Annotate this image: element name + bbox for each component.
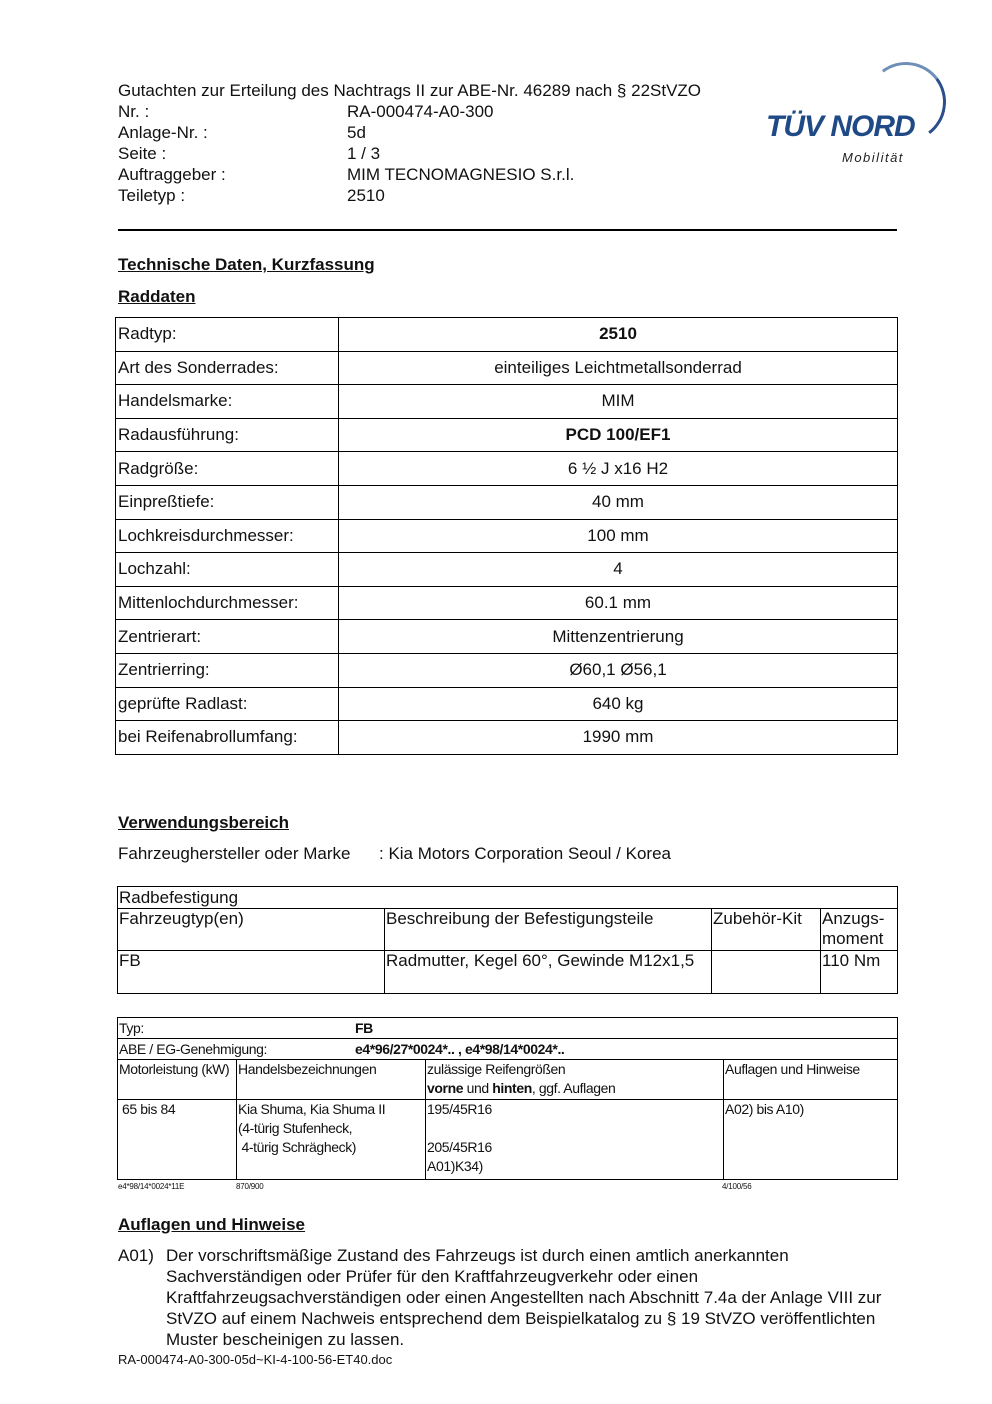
table-key: Mittenlochdurchmesser: [116, 586, 339, 620]
table-row [116, 721, 898, 755]
table-key: Radtyp: [116, 318, 339, 352]
table-row [116, 586, 898, 620]
section-subtitle: Raddaten [118, 287, 196, 306]
table-header: Zubehör-Kit [712, 909, 821, 951]
document-header [118, 80, 701, 206]
footer-filename: RA-000474-A0-300-05d~KI-4-100-56-ET40.doc [118, 1352, 393, 1367]
fixing-title: Radbefestigung [118, 887, 898, 909]
table-row [116, 620, 898, 654]
header-value: 2510 [347, 186, 385, 205]
table-row [116, 452, 898, 486]
header-row-seite [118, 143, 701, 164]
header-value: MIM TECNOMAGNESIO S.r.l. [347, 165, 575, 184]
table-cell: Radmutter, Kegel 60°, Gewinde M12x1,5 [385, 951, 712, 994]
table-row [116, 519, 898, 553]
table-key: Handelsmarke: [116, 385, 339, 419]
tyre-notes: A01)K34) [427, 1158, 483, 1174]
table-key: geprüfte Radlast: [116, 687, 339, 721]
table-key: Radgröße: [116, 452, 339, 486]
logo-subtitle: Mobilität [842, 150, 904, 165]
table-row [116, 553, 898, 587]
table-row [118, 1100, 898, 1180]
trade-line: 4-türig Schrägheck) [238, 1139, 357, 1155]
abe-label: ABE / EG-Genehmigung: [119, 1041, 268, 1057]
table-value: Ø60,1 Ø56,1 [339, 653, 898, 687]
fixing-table [117, 886, 898, 994]
usage-label: Fahrzeughersteller oder Marke [118, 844, 351, 863]
small-print: e4*98/14*0024*11E [118, 1182, 185, 1191]
table-cell [712, 951, 821, 994]
tyre-size: 205/45R16 [427, 1139, 492, 1155]
table-key: bei Reifenabrollumfang: [116, 721, 339, 755]
table-row [116, 418, 898, 452]
table-row [118, 951, 898, 994]
abe-value: e4*96/27*0024*.. , e4*98/14*0024*.. [355, 1041, 565, 1057]
trade-line: (4-türig Stufenheck, [238, 1120, 353, 1136]
header-label: Seite : [118, 144, 167, 163]
typ-label: Typ: [119, 1020, 144, 1036]
table-row [116, 385, 898, 419]
note-text: Der vorschriftsmäßige Zustand des Fahrzeugs ist durch einen amtlich anerkannten Sachverständigen oder Prüfer für den Kraftfahrzeugverkehr oder einen Kraftfahrzeugsachverständigen oder einen Angestellten nach Abschnitt 7.4a der Anlage VIII zur StVZO auf einem Nachweis entsprechend dem Beispielkatalog zu § 19 StVZO veröffentlichten Muster bescheinigen zu lassen. [166, 1246, 882, 1349]
table-cell: A02) bis A10) [724, 1100, 898, 1180]
table-header: Fahrzeugtyp(en) [118, 909, 385, 951]
header-value: RA-000474-A0-300 [347, 102, 494, 121]
table-header: Auflagen und Hinweise [724, 1060, 898, 1100]
table-key: Zentrierring: [116, 653, 339, 687]
table-value: Mittenzentrierung [339, 620, 898, 654]
tyre-header-line: zulässige Reifengrößen [427, 1061, 566, 1077]
header-value: 1 / 3 [347, 144, 381, 163]
table-row [118, 909, 898, 951]
table-value: 6 ½ J x16 H2 [339, 452, 898, 486]
table-value: 40 mm [339, 485, 898, 519]
table-row [118, 887, 898, 909]
small-print: 4/100/56 [722, 1182, 752, 1191]
header-row-nr [118, 101, 701, 122]
table-header [426, 1060, 724, 1100]
table-row [118, 1018, 898, 1039]
tyre-header-and: und [463, 1080, 493, 1096]
table-value: einteiliges Leichtmetallsonderrad [339, 351, 898, 385]
note-code: A01) [118, 1246, 154, 1265]
table-key: Zentrierart: [116, 620, 339, 654]
table-row [116, 653, 898, 687]
notes-title: Auflagen und Hinweise [118, 1215, 306, 1234]
table-cell [426, 1100, 724, 1180]
table-row [116, 485, 898, 519]
section-title: Technische Daten, Kurzfassung [118, 255, 375, 274]
table-value: 2510 [339, 318, 898, 352]
header-row-auftraggeber [118, 164, 701, 185]
usage-value: : Kia Motors Corporation Seoul / Korea [379, 844, 671, 863]
document-title: Gutachten zur Erteilung des Nachtrags II zur ABE-Nr. 46289 nach § 22StVZO [118, 81, 702, 100]
table-header: Motorleistung (kW) [118, 1060, 237, 1100]
header-divider [118, 229, 897, 231]
table-row [116, 351, 898, 385]
table-row [118, 1039, 898, 1060]
table-cell: 65 bis 84 [118, 1100, 237, 1180]
header-row-teiletyp [118, 185, 701, 206]
header-value: 5d [347, 123, 366, 142]
table-value: 60.1 mm [339, 586, 898, 620]
table-row [116, 318, 898, 352]
tyre-header-rear: hinten [492, 1080, 532, 1096]
table-row [118, 1060, 898, 1100]
small-print: 870/900 [236, 1182, 264, 1191]
vehicle-type-table [117, 1017, 898, 1180]
table-key: Einpreßtiefe: [116, 485, 339, 519]
table-value: 640 kg [339, 687, 898, 721]
table-value: PCD 100/EF1 [339, 418, 898, 452]
table-key: Art des Sonderrades: [116, 351, 339, 385]
header-label: Nr. : [118, 102, 150, 121]
header-label: Teiletyp : [118, 186, 186, 205]
table-header: Handelsbezeichnungen [237, 1060, 426, 1100]
table-value: MIM [339, 385, 898, 419]
table-header: Beschreibung der Befestigungsteile [385, 909, 712, 951]
trade-line: Kia Shuma, Kia Shuma II [238, 1101, 386, 1117]
table-value: 1990 mm [339, 721, 898, 755]
table-header: Anzugs-moment [821, 909, 898, 951]
notes-item [118, 1245, 898, 1350]
typ-value: FB [355, 1020, 373, 1036]
table-cell [237, 1100, 426, 1180]
header-label: Auftraggeber : [118, 165, 226, 184]
table-cell: 110 Nm [821, 951, 898, 994]
table-key: Lochzahl: [116, 553, 339, 587]
table-key: Lochkreisdurchmesser: [116, 519, 339, 553]
tyre-size: 195/45R16 [427, 1101, 492, 1117]
table-row [116, 687, 898, 721]
table-value: 100 mm [339, 519, 898, 553]
usage-title: Verwendungsbereich [118, 813, 289, 832]
logo-brand: TÜV NORD [766, 110, 915, 143]
table-cell: FB [118, 951, 385, 994]
table-key: Radausführung: [116, 418, 339, 452]
wheel-data-table [115, 317, 898, 755]
table-value: 4 [339, 553, 898, 587]
tyre-header-front: vorne [427, 1080, 464, 1096]
header-row-anlage [118, 122, 701, 143]
tyre-header-rest: , ggf. Auflagen [531, 1080, 616, 1096]
tuv-nord-logo [766, 62, 942, 172]
header-label: Anlage-Nr. : [118, 123, 208, 142]
